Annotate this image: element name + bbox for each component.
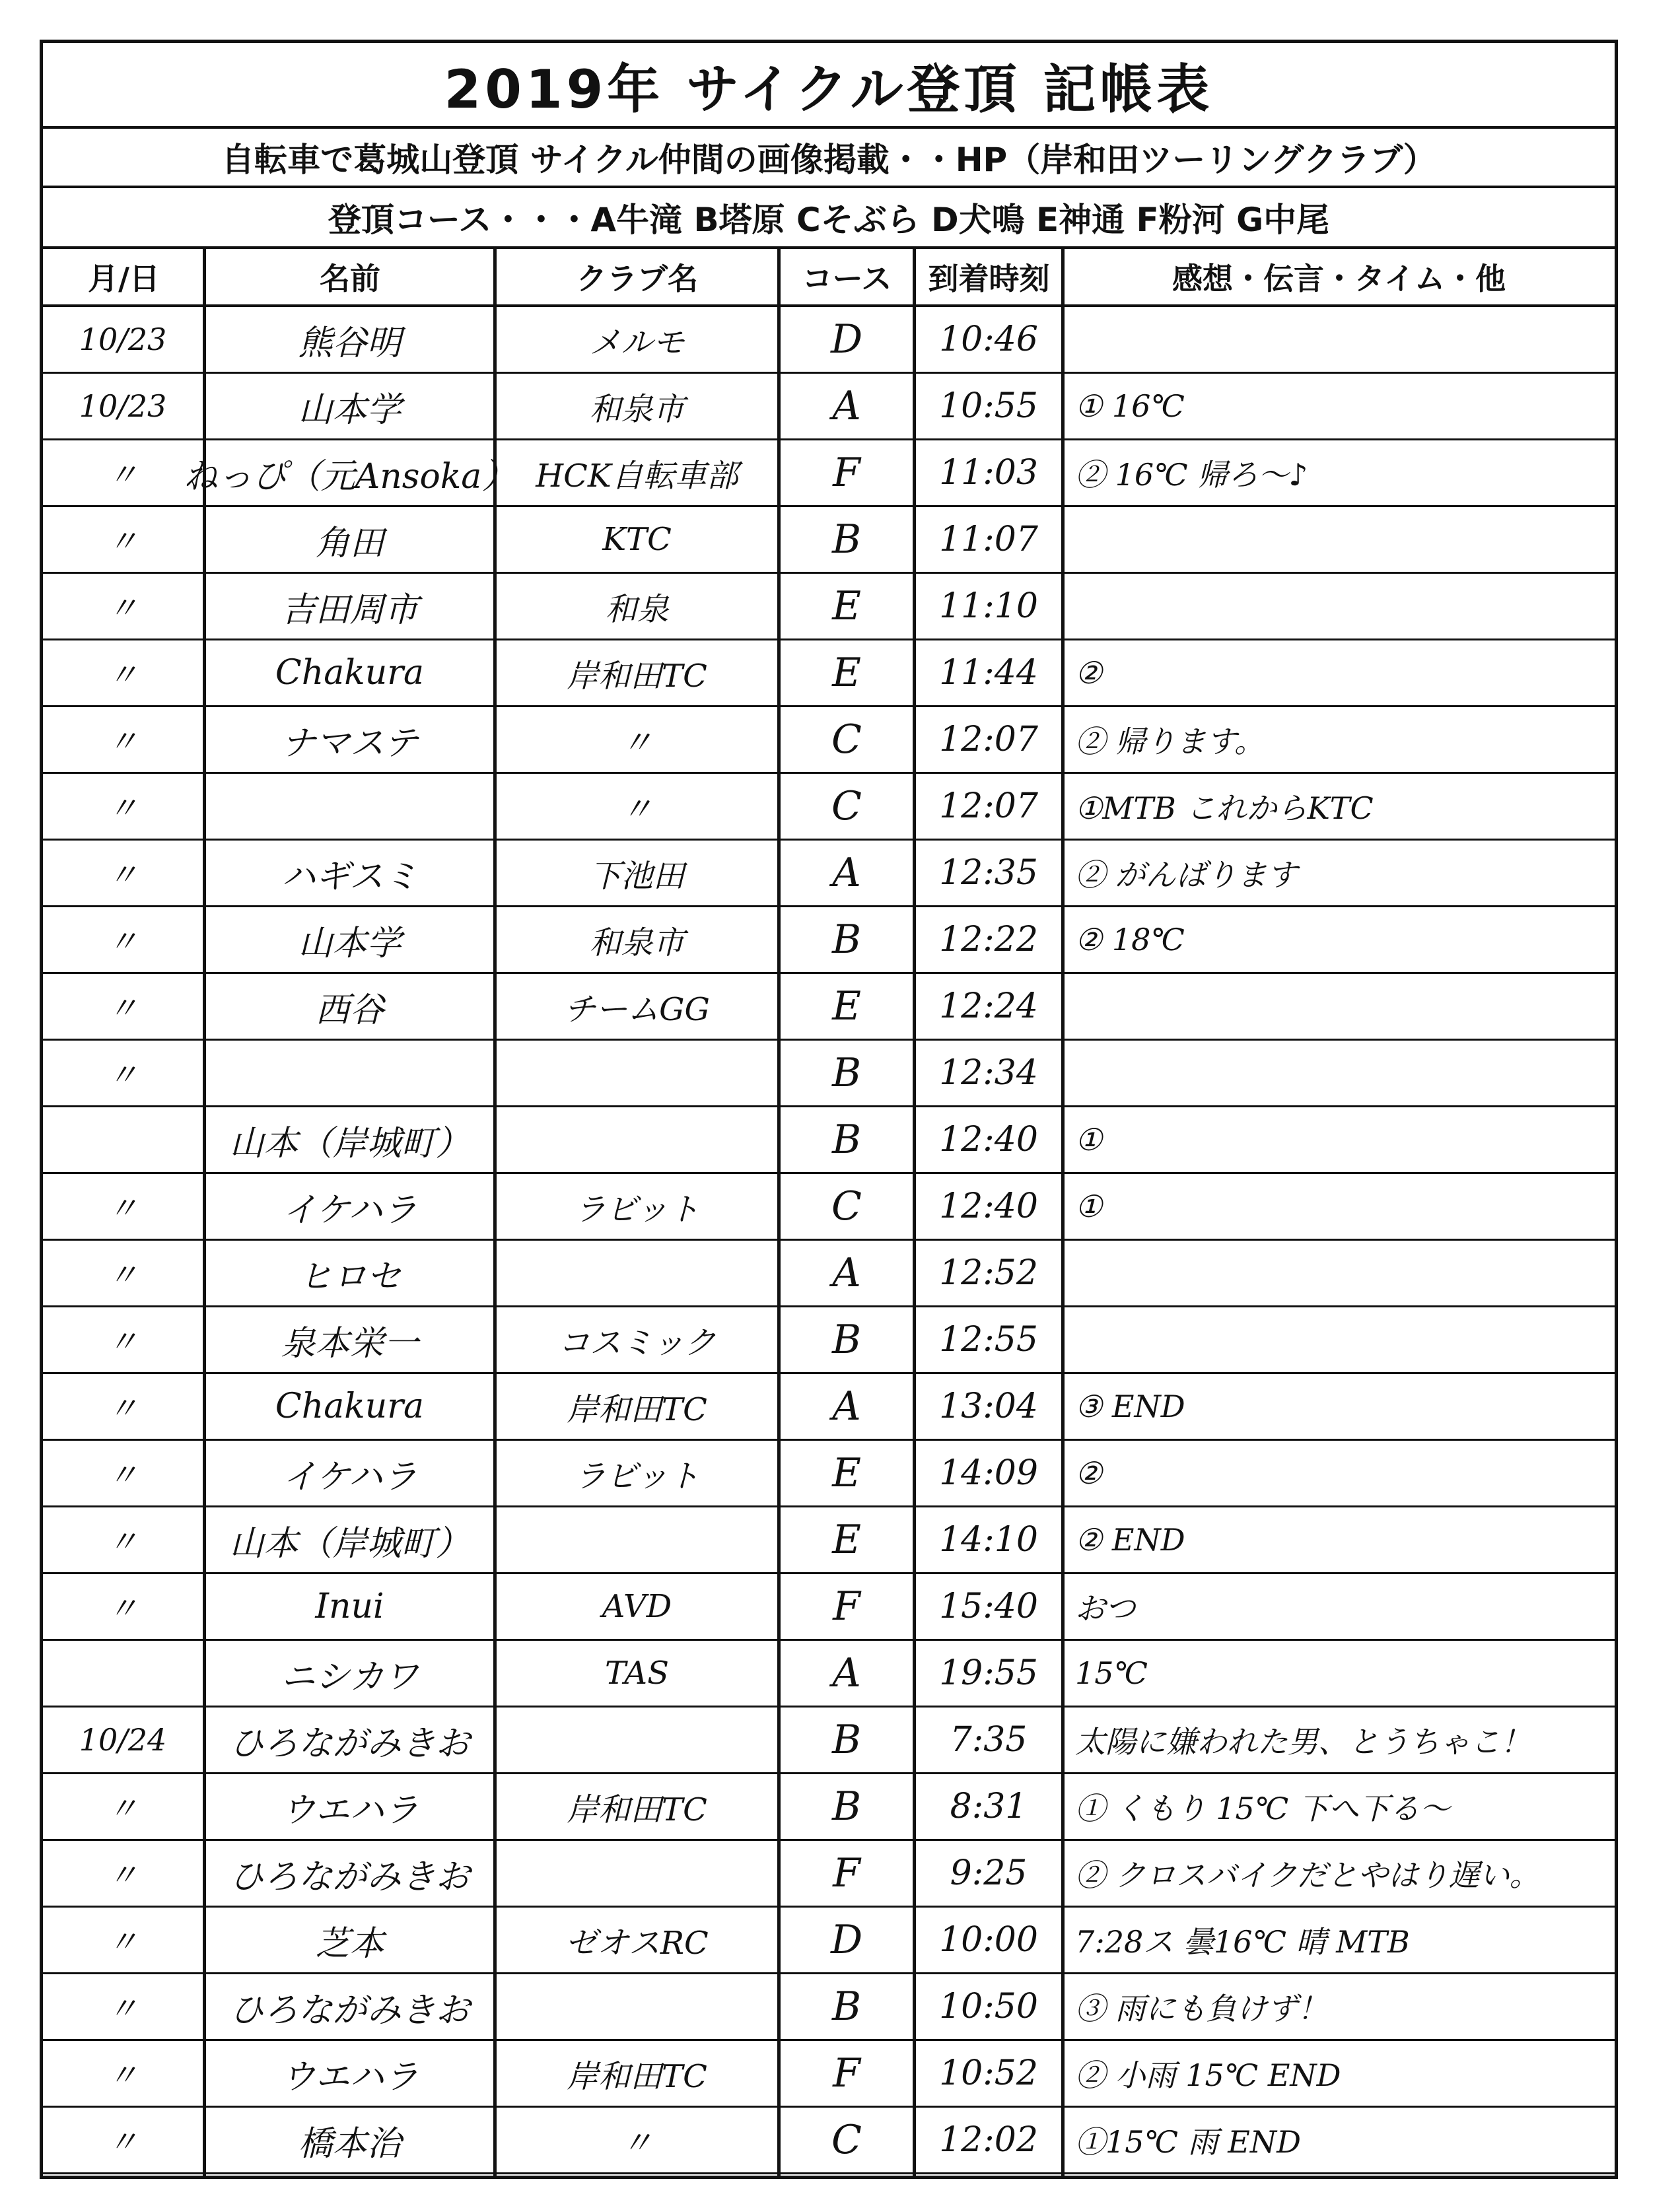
- row-name: イケハラ: [282, 1190, 417, 1230]
- row-message: おつ: [1075, 1591, 1136, 1626]
- row-course: E: [832, 983, 861, 1029]
- row-course: E: [832, 1517, 861, 1563]
- row-course: F: [833, 450, 860, 496]
- row-time: 10:55: [939, 386, 1038, 426]
- table-row: [43, 440, 1615, 507]
- row-course: C: [831, 716, 862, 763]
- registration-sheet: [40, 40, 1618, 2179]
- row-course: E: [832, 1450, 861, 1496]
- header-time: 到着時刻: [915, 249, 1063, 307]
- row-club: [497, 1041, 777, 1105]
- row-date: [43, 1641, 203, 1706]
- row-course: B: [831, 1783, 862, 1830]
- row-time: 11:03: [939, 453, 1038, 493]
- row-date: 〃: [108, 2057, 138, 2093]
- table-row: [43, 707, 1615, 774]
- row-date: 〃: [108, 1190, 138, 1226]
- row-date: 〃: [108, 990, 138, 1026]
- table-row: [43, 1107, 1615, 1174]
- row-course: E: [832, 650, 861, 696]
- row-course: B: [831, 1117, 862, 1163]
- row-name: 山本（岸城町）: [229, 1123, 470, 1163]
- row-club: ラビット: [574, 1457, 700, 1495]
- header-message: 感想・伝言・タイム・他: [1063, 249, 1615, 307]
- table-row: [43, 307, 1615, 374]
- row-club: コスミック: [557, 1324, 717, 1362]
- row-course: B: [831, 516, 862, 563]
- table-row: [43, 1908, 1615, 1974]
- row-course: B: [831, 1050, 862, 1096]
- header-course: コース: [779, 249, 915, 307]
- row-message: ② がんばります: [1075, 857, 1298, 893]
- row-name: ひろながみきお: [229, 1723, 470, 1764]
- row-name: 芝本: [315, 1923, 384, 1964]
- row-message: ② 小雨 15℃ END: [1075, 2057, 1341, 2093]
- header-date: 月/日: [43, 249, 205, 307]
- row-club: [497, 1841, 777, 1906]
- row-course: E: [832, 583, 861, 629]
- row-club: [497, 1241, 777, 1305]
- row-date: 10/23: [79, 388, 167, 424]
- row-message: [1065, 1241, 1622, 1305]
- row-course: A: [832, 1383, 861, 1430]
- row-time: 11:44: [939, 653, 1038, 693]
- row-date: 〃: [108, 1257, 138, 1293]
- row-message: ② 帰ります。: [1075, 724, 1265, 759]
- row-club: KTC: [602, 521, 672, 558]
- row-club: TAS: [605, 1655, 669, 1692]
- row-name: Chakura: [275, 1387, 425, 1426]
- row-club: 岸和田TC: [567, 1391, 707, 1428]
- row-message: ② 18℃: [1075, 922, 1185, 957]
- row-date: 〃: [108, 1057, 138, 1093]
- row-time: 12:22: [939, 920, 1038, 959]
- table-row: [43, 1774, 1615, 1841]
- table-row: [43, 507, 1615, 574]
- row-time: 10:52: [939, 2053, 1038, 2093]
- table-row: [43, 774, 1615, 841]
- row-time: 12:07: [939, 786, 1038, 826]
- row-time: 14:09: [939, 1453, 1038, 1493]
- sheet-subtitle: 自転車で葛城山登頂 サイクル仲間の画像掲載・・HP（岸和田ツーリングクラブ）: [43, 129, 1615, 188]
- row-club: 〃: [621, 2124, 653, 2162]
- row-name: ウエハラ: [281, 1790, 419, 1830]
- row-time: 19:55: [939, 1653, 1038, 1693]
- row-course: A: [832, 383, 861, 429]
- row-time: 12:55: [939, 1320, 1038, 1360]
- row-club: 下池田: [589, 857, 685, 895]
- row-time: 14:10: [939, 1520, 1038, 1560]
- table-row: [43, 1374, 1615, 1441]
- table-row: [43, 640, 1615, 707]
- table-row: [43, 1641, 1615, 1708]
- row-course: B: [831, 916, 862, 963]
- row-date: 〃: [108, 790, 138, 826]
- row-course: B: [831, 1984, 862, 2030]
- row-time: 12:07: [939, 720, 1038, 759]
- row-message: [1065, 507, 1622, 572]
- row-course: A: [832, 850, 861, 896]
- row-club: 岸和田TC: [567, 657, 707, 695]
- row-club: [497, 1107, 777, 1172]
- row-date: 〃: [108, 1591, 138, 1626]
- row-name: 吉田周市: [281, 590, 419, 630]
- header-club: クラブ名: [495, 249, 779, 307]
- table-row: [43, 1574, 1615, 1641]
- row-message: ②: [1075, 1455, 1103, 1491]
- row-course: F: [833, 1583, 860, 1630]
- table-row: [43, 374, 1615, 440]
- row-name: ウエハラ: [281, 2057, 419, 2097]
- row-message: ② 16℃ 帰ろ～♪: [1075, 457, 1308, 493]
- row-club: HCK自転車部: [536, 457, 738, 495]
- row-message: ②: [1075, 655, 1103, 691]
- table-row: [43, 2108, 1615, 2174]
- row-date: 〃: [108, 457, 138, 493]
- row-course: B: [831, 1317, 862, 1363]
- row-date: 〃: [108, 1924, 138, 1960]
- sheet-title: 2019年 サイクル登頂 記帳表: [43, 43, 1615, 129]
- row-date: 〃: [108, 2124, 138, 2160]
- row-message: ①15℃ 雨 END: [1075, 2124, 1301, 2160]
- row-club: 和泉: [605, 590, 669, 628]
- row-course: D: [830, 316, 863, 362]
- table-row: [43, 1507, 1615, 1574]
- row-time: 12:40: [939, 1120, 1038, 1159]
- row-club: [497, 1708, 777, 1772]
- row-course: C: [831, 783, 862, 829]
- row-time: 10:46: [939, 320, 1038, 359]
- row-time: 12:40: [939, 1187, 1038, 1226]
- row-date: 〃: [108, 1524, 138, 1560]
- row-name: ハギスミ: [281, 856, 418, 897]
- row-date: 10/24: [79, 1722, 167, 1758]
- row-club: 岸和田TC: [567, 2057, 707, 2095]
- row-course: F: [833, 2050, 860, 2096]
- row-club: ラビット: [574, 1190, 700, 1228]
- row-message: 15℃: [1075, 1655, 1148, 1691]
- row-date: 〃: [108, 1391, 138, 1426]
- row-date: 〃: [108, 524, 138, 559]
- row-course: A: [832, 1250, 861, 1296]
- row-message: ① くもり 15℃ 下へ下る～: [1075, 1791, 1450, 1826]
- row-name: ヒロセ: [298, 1257, 402, 1297]
- row-time: 15:40: [939, 1587, 1038, 1626]
- table-row: [43, 574, 1615, 640]
- row-time: 9:25: [950, 1853, 1028, 1893]
- row-time: 11:07: [939, 520, 1038, 559]
- row-message: ① 16℃: [1075, 388, 1185, 424]
- row-club: 岸和田TC: [567, 1791, 707, 1828]
- row-time: 12:02: [939, 2120, 1038, 2160]
- row-message: [1065, 574, 1622, 638]
- row-date: 〃: [108, 1857, 138, 1893]
- row-time: 10:00: [939, 1920, 1038, 1960]
- row-time: 11:10: [939, 586, 1038, 626]
- table-row: [43, 1307, 1615, 1374]
- row-date: 〃: [108, 1791, 138, 1826]
- table-row: [43, 1841, 1615, 1908]
- row-name: ナマステ: [281, 723, 418, 763]
- row-date: 〃: [108, 1457, 138, 1493]
- row-name: ねっぴ（元Ansoka）: [183, 456, 516, 497]
- row-club: AVD: [602, 1588, 672, 1625]
- row-name: 山本学: [298, 390, 402, 430]
- row-course: F: [833, 1850, 860, 1896]
- row-time: 12:24: [939, 986, 1038, 1026]
- row-club: 〃: [621, 790, 653, 828]
- row-club: 和泉市: [589, 924, 685, 961]
- table-row: [43, 1041, 1615, 1107]
- row-name: 橋本治: [298, 2123, 402, 2164]
- row-time: 13:04: [939, 1387, 1038, 1426]
- row-time: 12:52: [939, 1253, 1038, 1293]
- row-name: ひろながみきお: [229, 1857, 470, 1897]
- row-course: D: [830, 1917, 863, 1963]
- row-date: 〃: [108, 924, 138, 959]
- row-name: ひろながみきお: [229, 1990, 470, 2030]
- row-club: ゼオスRC: [565, 1924, 709, 1962]
- row-date: [43, 1107, 203, 1172]
- table-row: [43, 1174, 1615, 1241]
- row-message: ② クロスバイクだとやはり遅い。: [1075, 1857, 1540, 1893]
- row-date: 〃: [108, 724, 138, 759]
- table-row: [43, 907, 1615, 974]
- row-course: C: [831, 2117, 862, 2163]
- row-club: [497, 1974, 777, 2039]
- row-message: [1065, 974, 1622, 1039]
- row-time: 12:35: [939, 853, 1038, 893]
- row-name: イケハラ: [282, 1457, 417, 1497]
- row-time: 10:50: [939, 1987, 1038, 2026]
- row-message: [1065, 1041, 1622, 1105]
- row-date: 10/23: [79, 322, 167, 357]
- table-row: [43, 1441, 1615, 1507]
- row-name: ニシカワ: [281, 1657, 419, 1697]
- row-name: 熊谷明: [298, 323, 402, 363]
- row-name: Inui: [315, 1587, 384, 1626]
- row-name: [206, 774, 493, 839]
- row-club: チームGG: [564, 990, 710, 1028]
- row-time: 8:31: [950, 1787, 1028, 1826]
- row-name: 山本学: [298, 923, 402, 963]
- row-club: メルモ: [589, 324, 685, 361]
- row-message: [1065, 1307, 1622, 1372]
- row-course: C: [831, 1183, 862, 1229]
- row-message: 7:28ス 曇16℃ 晴 MTB: [1075, 1924, 1410, 1960]
- table-row: [43, 1708, 1615, 1774]
- course-legend: 登頂コース・・・A牛滝 B塔原 Cそぶら D犬鳴 E神通 F粉河 G中尾: [43, 188, 1615, 249]
- table-row: [43, 2041, 1615, 2108]
- row-message: ② END: [1075, 1522, 1185, 1558]
- row-course: A: [832, 1650, 861, 1696]
- table-row: [43, 974, 1615, 1041]
- row-club: 和泉市: [589, 390, 685, 428]
- row-date: 〃: [108, 1991, 138, 2026]
- row-message: ①: [1075, 1189, 1103, 1224]
- row-name: 山本（岸城町）: [229, 1523, 470, 1564]
- row-club: [497, 1507, 777, 1572]
- row-name: Chakura: [275, 653, 425, 693]
- table-row: [43, 1241, 1615, 1307]
- row-message: [1065, 307, 1622, 372]
- row-message: ①MTB これからKTC: [1075, 790, 1374, 826]
- row-date: 〃: [108, 1324, 138, 1360]
- row-message: ③ END: [1075, 1389, 1185, 1424]
- row-date: 〃: [108, 857, 138, 893]
- row-message: ③ 雨にも負けず！: [1075, 1991, 1328, 2026]
- row-course: B: [831, 1717, 862, 1763]
- table-row: [43, 841, 1615, 907]
- row-name: 角田: [315, 523, 384, 563]
- row-time: 7:35: [950, 1720, 1028, 1760]
- row-club: 〃: [621, 724, 653, 761]
- row-message: 太陽に嫌われた男、とうちゃこ！: [1075, 1724, 1531, 1760]
- header-name: 名前: [205, 249, 495, 307]
- table-row: [43, 1974, 1615, 2041]
- row-time: 12:34: [939, 1053, 1038, 1093]
- row-date: 〃: [108, 590, 138, 626]
- row-name: [206, 1041, 493, 1105]
- row-name: 泉本栄一: [281, 1323, 419, 1363]
- row-message: ①: [1075, 1122, 1103, 1157]
- row-name: 西谷: [315, 990, 384, 1030]
- row-date: 〃: [108, 657, 138, 693]
